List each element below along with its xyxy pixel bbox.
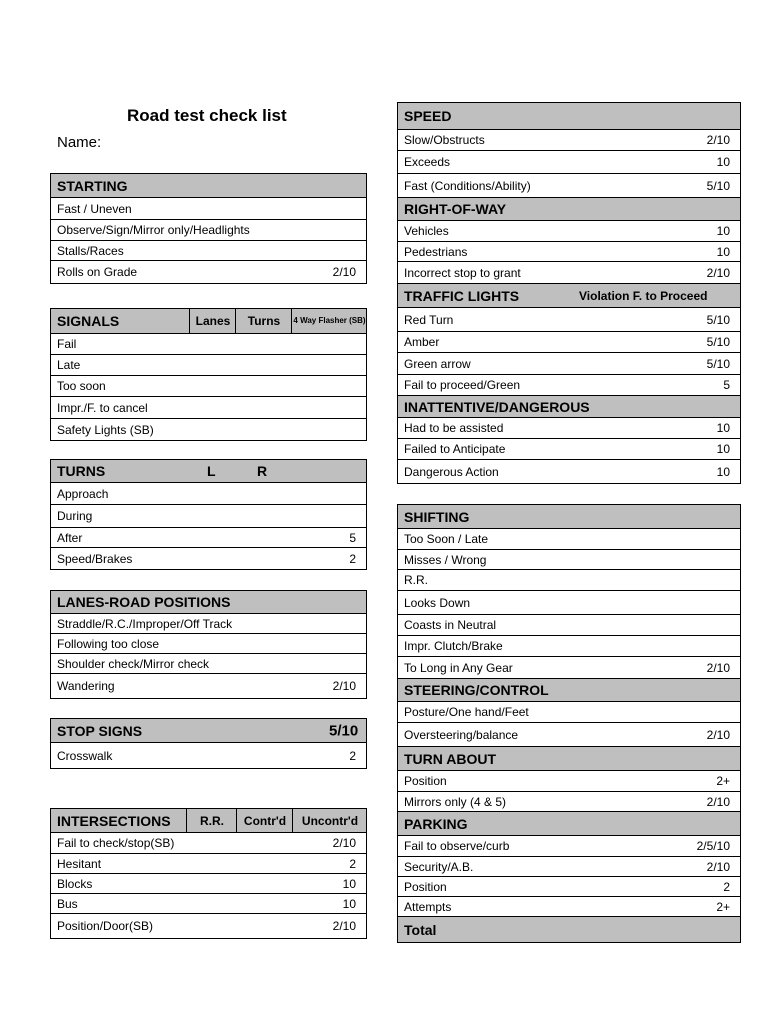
section-title: STARTING xyxy=(57,177,128,194)
row-label: To Long in Any Gear xyxy=(404,660,513,675)
row-label: Shoulder check/Mirror check xyxy=(57,656,210,671)
row-label: Misses / Wrong xyxy=(404,552,487,567)
row-label: Looks Down xyxy=(404,595,471,610)
table-row[interactable] xyxy=(51,743,366,768)
total-row xyxy=(398,917,740,942)
table-row[interactable] xyxy=(398,308,740,332)
table-row[interactable] xyxy=(51,419,366,440)
row-label: Impr. Clutch/Brake xyxy=(404,639,503,653)
row-label: Position xyxy=(404,879,447,894)
row-value: 10 xyxy=(716,224,730,238)
table-row[interactable] xyxy=(51,397,366,419)
intersections-table xyxy=(50,808,367,939)
traffic-lights-note: Violation F. to Proceed xyxy=(579,288,708,303)
row-value: 5 xyxy=(723,378,730,392)
table-row[interactable] xyxy=(398,174,740,198)
table-row[interactable] xyxy=(51,220,366,241)
table-row[interactable] xyxy=(51,914,366,938)
table-row[interactable] xyxy=(398,262,740,284)
row-label: Exceeds xyxy=(404,155,451,169)
row-label: Following too close xyxy=(57,636,160,651)
table-row[interactable] xyxy=(51,833,366,854)
section-title: TRAFFIC LIGHTS xyxy=(404,287,520,304)
row-value: 5 xyxy=(349,530,356,545)
row-label: Pedestrians xyxy=(404,244,468,259)
table-row[interactable] xyxy=(51,654,366,674)
shifting-header xyxy=(398,505,740,529)
table-row[interactable] xyxy=(398,615,740,636)
table-row[interactable] xyxy=(398,591,740,615)
row-value: 2/10 xyxy=(706,265,730,280)
section-title: TURNS xyxy=(57,463,106,479)
row-label: Crosswalk xyxy=(57,748,113,763)
table-row[interactable] xyxy=(51,854,366,874)
row-value: 2+ xyxy=(716,899,730,914)
table-row[interactable] xyxy=(51,894,366,914)
signals-table xyxy=(50,308,367,441)
row-label: R.R. xyxy=(404,573,428,587)
row-value: 2/10 xyxy=(706,794,730,809)
row-label: Red Turn xyxy=(404,312,454,327)
row-label: Too Soon / Late xyxy=(404,532,489,546)
row-value: 2 xyxy=(349,856,356,871)
row-value: 2/10 xyxy=(332,919,356,933)
row-label: Wandering xyxy=(57,679,115,693)
table-row[interactable] xyxy=(51,634,366,654)
intersections-header xyxy=(51,809,366,833)
row-label: Fail to check/stop(SB) xyxy=(57,836,175,850)
table-row[interactable] xyxy=(51,528,366,548)
starting-header xyxy=(51,174,366,198)
section-title: LANES-ROAD POSITIONS xyxy=(57,594,231,610)
table-row[interactable] xyxy=(51,355,366,376)
row-label: Fast / Uneven xyxy=(57,201,132,216)
row-label: Green arrow xyxy=(404,356,471,371)
section-title: SPEED xyxy=(404,108,452,124)
table-row[interactable] xyxy=(51,334,366,355)
right-of-way-header xyxy=(398,198,740,221)
table-row[interactable] xyxy=(398,771,740,792)
row-label: Coasts in Neutral xyxy=(404,618,497,632)
row-label: Vehicles xyxy=(404,224,449,238)
turns-header xyxy=(51,460,366,483)
column-header-right: R xyxy=(257,463,268,479)
row-label: Observe/Sign/Mirror only/Headlights xyxy=(57,223,250,237)
row-value: 10 xyxy=(716,244,730,259)
table-row[interactable] xyxy=(51,674,366,698)
column-header-flasher: 4 Way Flasher (SB) xyxy=(291,309,367,333)
inattentive-header xyxy=(398,396,740,418)
row-label: Speed/Brakes xyxy=(57,551,133,566)
signals-header xyxy=(51,309,366,334)
row-label: Position xyxy=(404,774,447,788)
row-label: Position/Door(SB) xyxy=(57,919,154,933)
table-row[interactable] xyxy=(398,857,740,877)
stop-signs-table xyxy=(50,718,367,769)
table-row[interactable] xyxy=(398,636,740,657)
table-row[interactable] xyxy=(398,418,740,439)
column-header-lanes: Lanes xyxy=(189,309,236,333)
row-label: Impr./F. to cancel xyxy=(57,400,148,415)
table-row[interactable] xyxy=(398,439,740,460)
section-title: RIGHT-OF-WAY xyxy=(404,201,507,217)
row-label: Bus xyxy=(57,896,78,911)
section-title: SIGNALS xyxy=(57,313,120,329)
row-label: Security/A.B. xyxy=(404,859,474,874)
table-row[interactable] xyxy=(398,221,740,242)
row-label: Late xyxy=(57,358,81,372)
row-value: 5/10 xyxy=(706,335,730,349)
row-label: Fail to observe/curb xyxy=(404,839,510,853)
section-title: INTERSECTIONS xyxy=(57,812,171,829)
table-row[interactable] xyxy=(398,550,740,570)
row-label: Oversteering/balance xyxy=(404,727,519,742)
row-value: 10 xyxy=(342,876,356,891)
row-value: 10 xyxy=(716,464,730,479)
table-row[interactable] xyxy=(51,548,366,569)
table-row[interactable] xyxy=(51,241,366,261)
row-value: 2 xyxy=(349,748,356,763)
table-row[interactable] xyxy=(398,460,740,483)
row-label: Fail xyxy=(57,337,77,351)
table-row[interactable] xyxy=(398,529,740,550)
section-title: INATTENTIVE/DANGEROUS xyxy=(404,398,590,415)
row-value: 2/10 xyxy=(706,660,730,675)
row-value: 2 xyxy=(349,551,356,566)
row-label: Too soon xyxy=(57,379,106,393)
row-value: 2/5/10 xyxy=(696,839,730,853)
section-title: STEERING/CONTROL xyxy=(404,682,549,698)
row-label: After xyxy=(57,530,83,545)
page-title: Road test check list xyxy=(127,106,287,125)
row-label: Safety Lights (SB) xyxy=(57,422,154,437)
stop-signs-header xyxy=(51,719,366,743)
table-row[interactable] xyxy=(398,151,740,174)
turn-about-header xyxy=(398,747,740,771)
table-row[interactable] xyxy=(398,353,740,375)
row-label: Blocks xyxy=(57,876,93,891)
table-row[interactable] xyxy=(398,702,740,723)
row-value: 2+ xyxy=(716,774,730,788)
row-label: Slow/Obstructs xyxy=(404,133,485,147)
parking-header xyxy=(398,812,740,836)
row-label: Approach xyxy=(57,486,109,501)
section-title: STOP SIGNS xyxy=(57,722,143,739)
row-value: 10 xyxy=(342,896,356,911)
lanes-header xyxy=(51,591,366,614)
table-row[interactable] xyxy=(51,874,366,894)
speed-header xyxy=(398,103,740,130)
row-value: 5/10 xyxy=(706,356,730,371)
row-value: 2/10 xyxy=(706,133,730,147)
table-row[interactable] xyxy=(398,836,740,857)
row-label: Posture/One hand/Feet xyxy=(404,705,529,719)
speed-right-of-way-table xyxy=(397,102,741,484)
row-value: 2/10 xyxy=(332,679,356,693)
table-row[interactable] xyxy=(398,332,740,353)
section-title: TURN ABOUT xyxy=(404,750,497,767)
row-label: Straddle/R.C./Improper/Off Track xyxy=(57,616,233,631)
row-value: 2/10 xyxy=(706,727,730,742)
total-label: Total xyxy=(404,921,437,938)
row-value: 2/10 xyxy=(332,265,356,279)
row-label: Had to be assisted xyxy=(404,421,504,435)
name-label: Name: xyxy=(57,134,102,151)
table-row[interactable] xyxy=(398,877,740,897)
column-header-turns: Turns xyxy=(235,309,292,333)
lanes-table xyxy=(50,590,367,699)
turns-table xyxy=(50,459,367,570)
row-value: 2/10 xyxy=(706,859,730,874)
row-value: 10 xyxy=(716,155,730,169)
row-label: Fast (Conditions/Ability) xyxy=(404,178,531,193)
row-label: Incorrect stop to grant xyxy=(404,265,521,280)
row-label: During xyxy=(57,509,93,523)
table-row[interactable] xyxy=(398,130,740,151)
traffic-lights-header xyxy=(398,284,740,308)
row-value: 10 xyxy=(716,442,730,456)
column-header-rr: R.R. xyxy=(186,809,237,832)
row-value: 5/10 xyxy=(706,312,730,327)
column-header-controlled: Contr'd xyxy=(236,809,293,832)
row-label: Stalls/Races xyxy=(57,243,124,258)
shifting-parking-table xyxy=(397,504,741,943)
row-label: Failed to Anticipate xyxy=(404,442,506,456)
table-row[interactable] xyxy=(398,897,740,917)
table-row[interactable] xyxy=(51,505,366,528)
row-value: 10 xyxy=(716,421,730,435)
row-label: Fail to proceed/Green xyxy=(404,378,521,392)
row-label: Hesitant xyxy=(57,856,102,871)
row-value: 2/10 xyxy=(332,836,356,850)
table-row[interactable] xyxy=(51,376,366,397)
row-value: 5/10 xyxy=(706,178,730,193)
row-label: Rolls on Grade xyxy=(57,265,138,279)
table-row[interactable] xyxy=(398,723,740,747)
column-header-uncontrolled: Uncontr'd xyxy=(292,809,367,832)
row-value: 2 xyxy=(723,879,730,894)
row-label: Attempts xyxy=(404,899,452,914)
table-row[interactable] xyxy=(398,792,740,812)
table-row[interactable] xyxy=(51,198,366,220)
steering-header xyxy=(398,679,740,702)
table-row[interactable] xyxy=(398,375,740,396)
table-row[interactable] xyxy=(398,657,740,679)
section-title: PARKING xyxy=(404,815,468,832)
table-row[interactable] xyxy=(51,614,366,634)
stop-signs-points: 5/10 xyxy=(329,722,359,739)
row-label: Amber xyxy=(404,335,440,349)
starting-table xyxy=(50,173,367,284)
table-row[interactable] xyxy=(398,242,740,262)
table-row[interactable] xyxy=(51,483,366,505)
row-label: Mirrors only (4 & 5) xyxy=(404,794,507,809)
table-row[interactable] xyxy=(51,261,366,283)
section-title: SHIFTING xyxy=(404,508,470,525)
column-header-left: L xyxy=(207,463,216,479)
table-row[interactable] xyxy=(398,570,740,591)
row-label: Dangerous Action xyxy=(404,464,499,479)
